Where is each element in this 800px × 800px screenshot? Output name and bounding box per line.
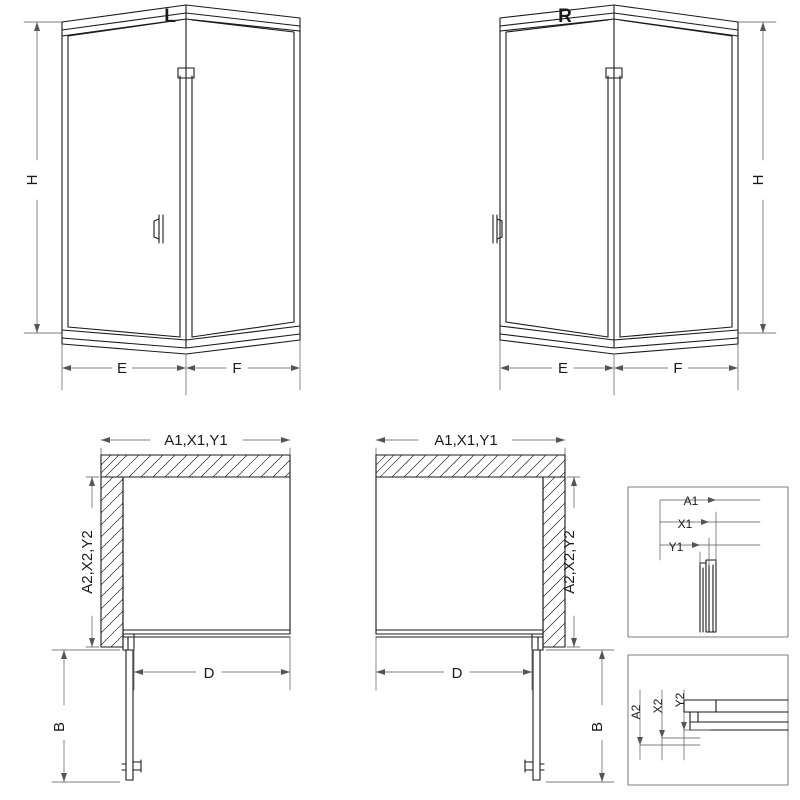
label-detail-y1: Y1 [668,540,684,554]
label-plan-right-inner-dim: D [451,665,463,682]
label-detail-x2: X2 [651,698,665,714]
label-plan-right-swing-dim: B [589,721,606,733]
label-plan-right-side-dim: A2,X2,Y2 [561,530,578,594]
label-plan-left-inner-dim: D [203,665,215,682]
label-iso-left-height: H [24,174,41,186]
label-plan-right-top-dim: A1,X1,Y1 [434,432,498,449]
label-detail-a2: A2 [629,704,643,720]
label-right-variant: R [558,6,572,27]
label-left-variant: L [164,6,176,27]
label-iso-right-near-width: F [673,360,683,377]
label-plan-left-side-dim: A2,X2,Y2 [79,530,96,594]
label-detail-y2: Y2 [673,692,687,708]
label-iso-left-far-width: F [232,360,242,377]
iso-right-view [493,5,776,395]
label-iso-right-height: H [750,174,767,186]
label-iso-left-near-width: E [116,360,128,377]
iso-left-view [24,5,300,395]
detail-bottom-box [628,655,788,785]
detail-top-box [628,487,788,637]
plan-left-view [52,437,290,782]
plan-right-view [376,437,614,782]
label-plan-left-top-dim: A1,X1,Y1 [164,432,228,449]
label-detail-a1: A1 [683,494,699,508]
label-plan-left-swing-dim: B [51,721,68,733]
label-iso-right-far-width: E [557,360,569,377]
label-detail-x1: X1 [677,517,693,531]
